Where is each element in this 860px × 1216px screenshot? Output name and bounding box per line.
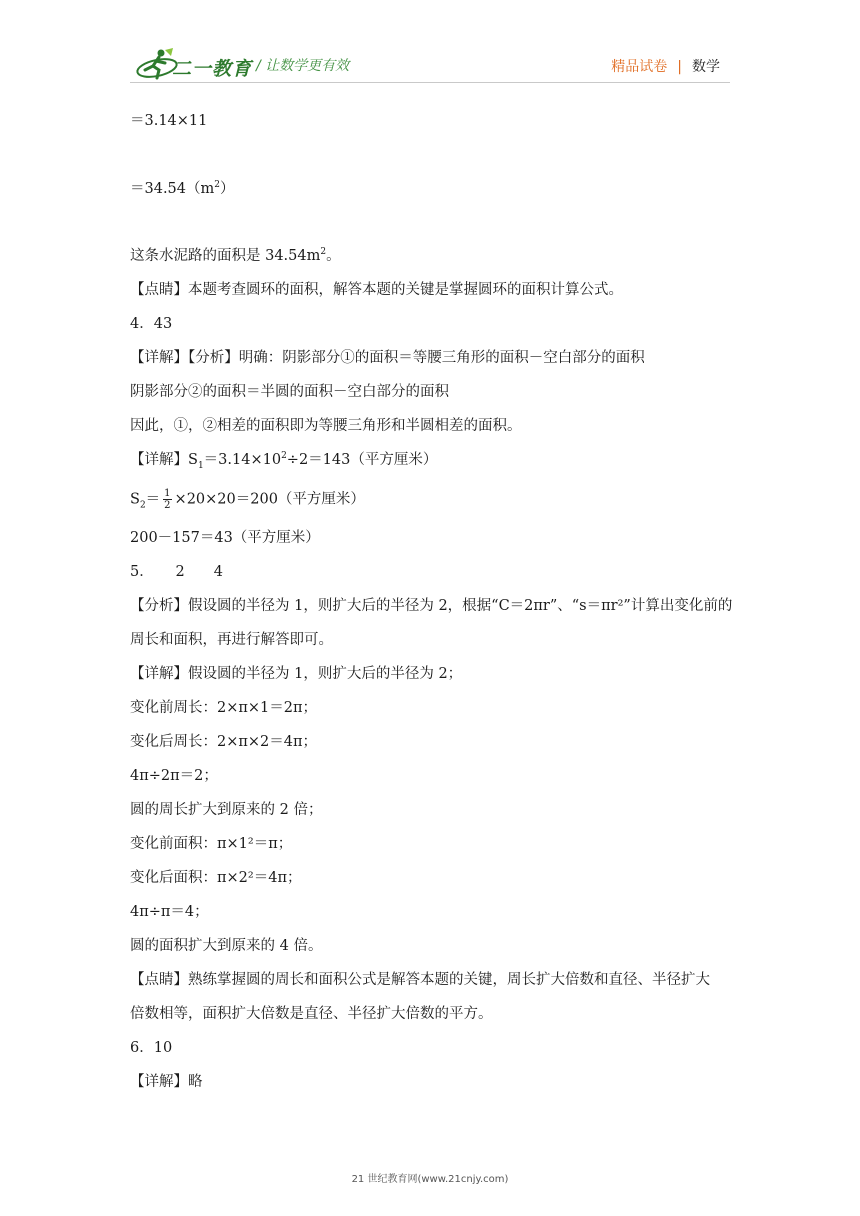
page-footer: 21 世纪教育网(www.21cnjy.com) [351, 1174, 509, 1185]
text-line: 圆的周长扩大到原来的 2 倍； [130, 802, 323, 818]
header-tag: 精品试卷 [611, 59, 668, 75]
header-separator: | [677, 59, 682, 75]
logo-text: 二一教育 [172, 58, 253, 80]
text-line: 【分析】假设圆的半径为 1，则扩大后的半径为 2，根据“C＝2πr”、“s＝πr²”计算出变化前的 [130, 598, 733, 614]
question-number: 4．43 [130, 316, 173, 332]
text-line: ＝3.14×11 [130, 113, 208, 129]
text-line: 4π÷2π＝2； [130, 768, 218, 784]
text-line: 变化后周长：2×π×2＝4π； [130, 734, 318, 750]
text-line: 4π÷π＝4； [130, 904, 209, 920]
text-line: 圆的面积扩大到原来的 4 倍。 [130, 938, 323, 954]
header-subject: 数学 [692, 59, 720, 75]
text-line: 【点睛】熟练掌握圆的周长和面积公式是解答本题的关键，周长扩大倍数和直径、半径扩大 [130, 972, 710, 988]
text-line: $S_2=$ $\frac{1}{2}$ ×20×20＝200（平方厘米） [130, 488, 365, 511]
text-line: 【详解】略 [130, 1074, 203, 1090]
header-divider [130, 82, 730, 83]
text-line: 倍数相等，面积扩大倍数是直径、半径扩大倍数的平方。 [130, 1006, 493, 1022]
page-header [0, 0, 860, 90]
text-line: 阴影部分②的面积＝半圆的面积－空白部分的面积 [130, 384, 449, 400]
text-line: 变化前周长：2×π×1＝2π； [130, 700, 318, 716]
text-line: 【详解】假设圆的半径为 1，则扩大后的半径为 2； [130, 666, 463, 682]
text-line: 【详解】【分析】明确：阴影部分①的面积＝等腰三角形的面积－空白部分的面积 [130, 350, 645, 366]
slogan: / 让数学更有效 [256, 58, 350, 74]
text-line: 周长和面积，再进行解答即可。 [130, 632, 333, 648]
header-right [611, 56, 720, 76]
text-line: 这条水泥路的面积是 $34.54m^2$。 [130, 247, 341, 264]
text-line: $=34.54(m^2)$ [130, 180, 235, 197]
question-number: 5． 2 4 [130, 564, 223, 580]
text-line: 【点睛】本题考查圆环的面积，解答本题的关键是掌握圆环的面积计算公式。 [130, 282, 623, 298]
text-line: 200－157＝43（平方厘米） [130, 530, 320, 546]
text-line: 因此，①，②相差的面积即为等腰三角形和半圆相差的面积。 [130, 418, 522, 434]
text-line: 【详解】$S_1=3.14\times 10^2\div 2=143$（平方厘米） [130, 451, 438, 471]
text-line: 变化后面积：π×2²＝4π； [130, 870, 302, 886]
fraction: $\frac{1}{2}$ [164, 488, 171, 511]
question-number: 6．10 [130, 1040, 173, 1056]
text-line: 变化前面积：π×1²＝π； [130, 836, 293, 852]
